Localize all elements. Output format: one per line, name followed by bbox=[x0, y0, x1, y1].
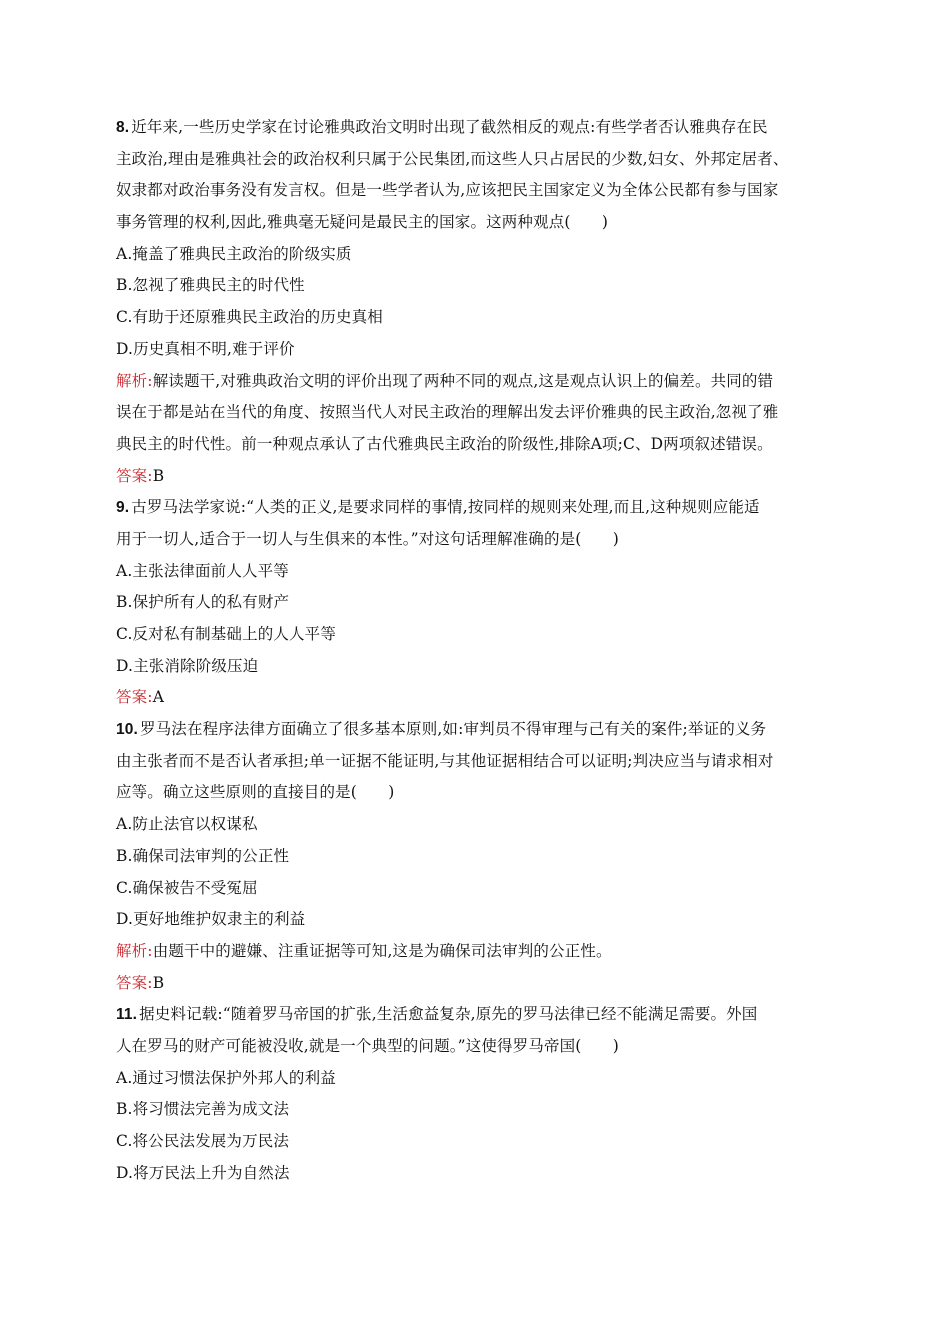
analysis-line: 典民主的时代性。前一种观点承认了古代雅典民主政治的阶级性,排除A项;C、D两项叙述错误。 bbox=[116, 434, 773, 453]
option-b: B.保护所有人的私有财产 bbox=[116, 593, 290, 612]
answer-label: 答案: bbox=[116, 973, 153, 992]
option-c: C.有助于还原雅典民主政治的历史真相 bbox=[116, 308, 383, 327]
option-c: C.反对私有制基础上的人人平等 bbox=[116, 625, 336, 643]
option-d: D.历史真相不明,难于评价 bbox=[116, 339, 295, 358]
option-a: A.防止法官以权谋私 bbox=[116, 815, 258, 834]
question-stem-line: 应等。确立这些原则的直接目的是( ) bbox=[116, 783, 395, 802]
question-stem-line: 10. 罗马法在程序法律方面确立了很多基本原则,如:审判员不得审理与己有关的案件;举证的义务 bbox=[116, 720, 767, 739]
option-d: D.主张消除阶级压迫 bbox=[116, 656, 259, 675]
answer-line bbox=[116, 682, 836, 714]
option-d: D.更好地维护奴隶主的利益 bbox=[116, 910, 306, 929]
analysis-label: 解析: bbox=[116, 941, 153, 960]
analysis-line: 解析:解读题干,对雅典政治文明的评价出现了两种不同的观点,这是观点认识上的偏差。共同的错 bbox=[116, 371, 774, 390]
answer-value: A bbox=[152, 688, 165, 707]
question-stem-line: 奴隶都对政治事务没有发言权。但是一些学者认为,应该把民主国家定义为全体公民都有参与国家 bbox=[116, 181, 779, 200]
answer-label: 答案: bbox=[116, 466, 153, 485]
question-stem-line: 人在罗马的财产可能被没收,就是一个典型的问题。”这使得罗马帝国( ) bbox=[116, 1036, 619, 1055]
question-stem-line: 用于一切人,适合于一切人与生俱来的本性。”对这句话理解准确的是( ) bbox=[116, 529, 619, 548]
option-c: C.将公民法发展为万民法 bbox=[116, 1132, 290, 1150]
option-b: B.将习惯法完善为成文法 bbox=[116, 1100, 290, 1119]
question-number: 10. bbox=[116, 721, 138, 739]
answer-line bbox=[116, 461, 836, 493]
analysis-line: 解析:由题干中的避嫌、注重证据等可知,这是为确保司法审判的公正性。 bbox=[116, 941, 612, 960]
answer-label: 答案: bbox=[116, 688, 153, 707]
analysis-label: 解析: bbox=[116, 371, 153, 390]
question-stem-line: 9. 古罗马法学家说:“人类的正义,是要求同样的事情,按同样的规则来处理,而且,这种规则应能适 bbox=[116, 498, 760, 517]
option-a: A.通过习惯法保护外邦人的利益 bbox=[116, 1068, 336, 1087]
question-stem-line: 11. 据史料记载:“随着罗马帝国的扩张,生活愈益复杂,原先的罗马法律已经不能满足需要。外国 bbox=[116, 1005, 758, 1024]
question-9 bbox=[116, 492, 836, 714]
question-stem-line: 事务管理的权利,因此,雅典毫无疑问是最民主的国家。这两种观点( ) bbox=[116, 213, 609, 232]
option-b: B.忽视了雅典民主的时代性 bbox=[116, 276, 305, 295]
answer-line bbox=[116, 968, 836, 1000]
question-stem-line: 主政治,理由是雅典社会的政治权利只属于公民集团,而这些人只占居民的少数,妇女、外邦定居者、 bbox=[116, 149, 789, 168]
option-c: C.确保被告不受冤屈 bbox=[116, 878, 258, 897]
question-11 bbox=[116, 999, 836, 1189]
document-page bbox=[116, 112, 836, 1189]
question-number: 8. bbox=[116, 119, 130, 136]
answer-value: B bbox=[152, 466, 165, 485]
option-a: A.掩盖了雅典民主政治的阶级实质 bbox=[116, 244, 352, 263]
option-b: B.确保司法审判的公正性 bbox=[116, 846, 290, 865]
question-number: 11. bbox=[116, 1006, 138, 1024]
analysis-line: 误在于都是站在当代的角度、按照当代人对民主政治的理解出发去评价雅典的民主政治,忽视了雅 bbox=[116, 403, 779, 422]
question-stem-line: 8. 近年来,一些历史学家在讨论雅典政治文明时出现了截然相反的观点:有些学者否认雅典存在民 bbox=[116, 118, 768, 136]
question-stem-line: 由主张者而不是否认者承担;单一证据不能证明,与其他证据相结合可以证明;判决应当与请求相对 bbox=[116, 751, 774, 770]
answer-value: B bbox=[152, 973, 165, 992]
question-10 bbox=[116, 714, 836, 999]
option-a: A.主张法律面前人人平等 bbox=[116, 561, 289, 580]
option-d: D.将万民法上升为自然法 bbox=[116, 1163, 290, 1182]
question-number: 9. bbox=[116, 499, 130, 517]
question-8 bbox=[116, 112, 836, 492]
